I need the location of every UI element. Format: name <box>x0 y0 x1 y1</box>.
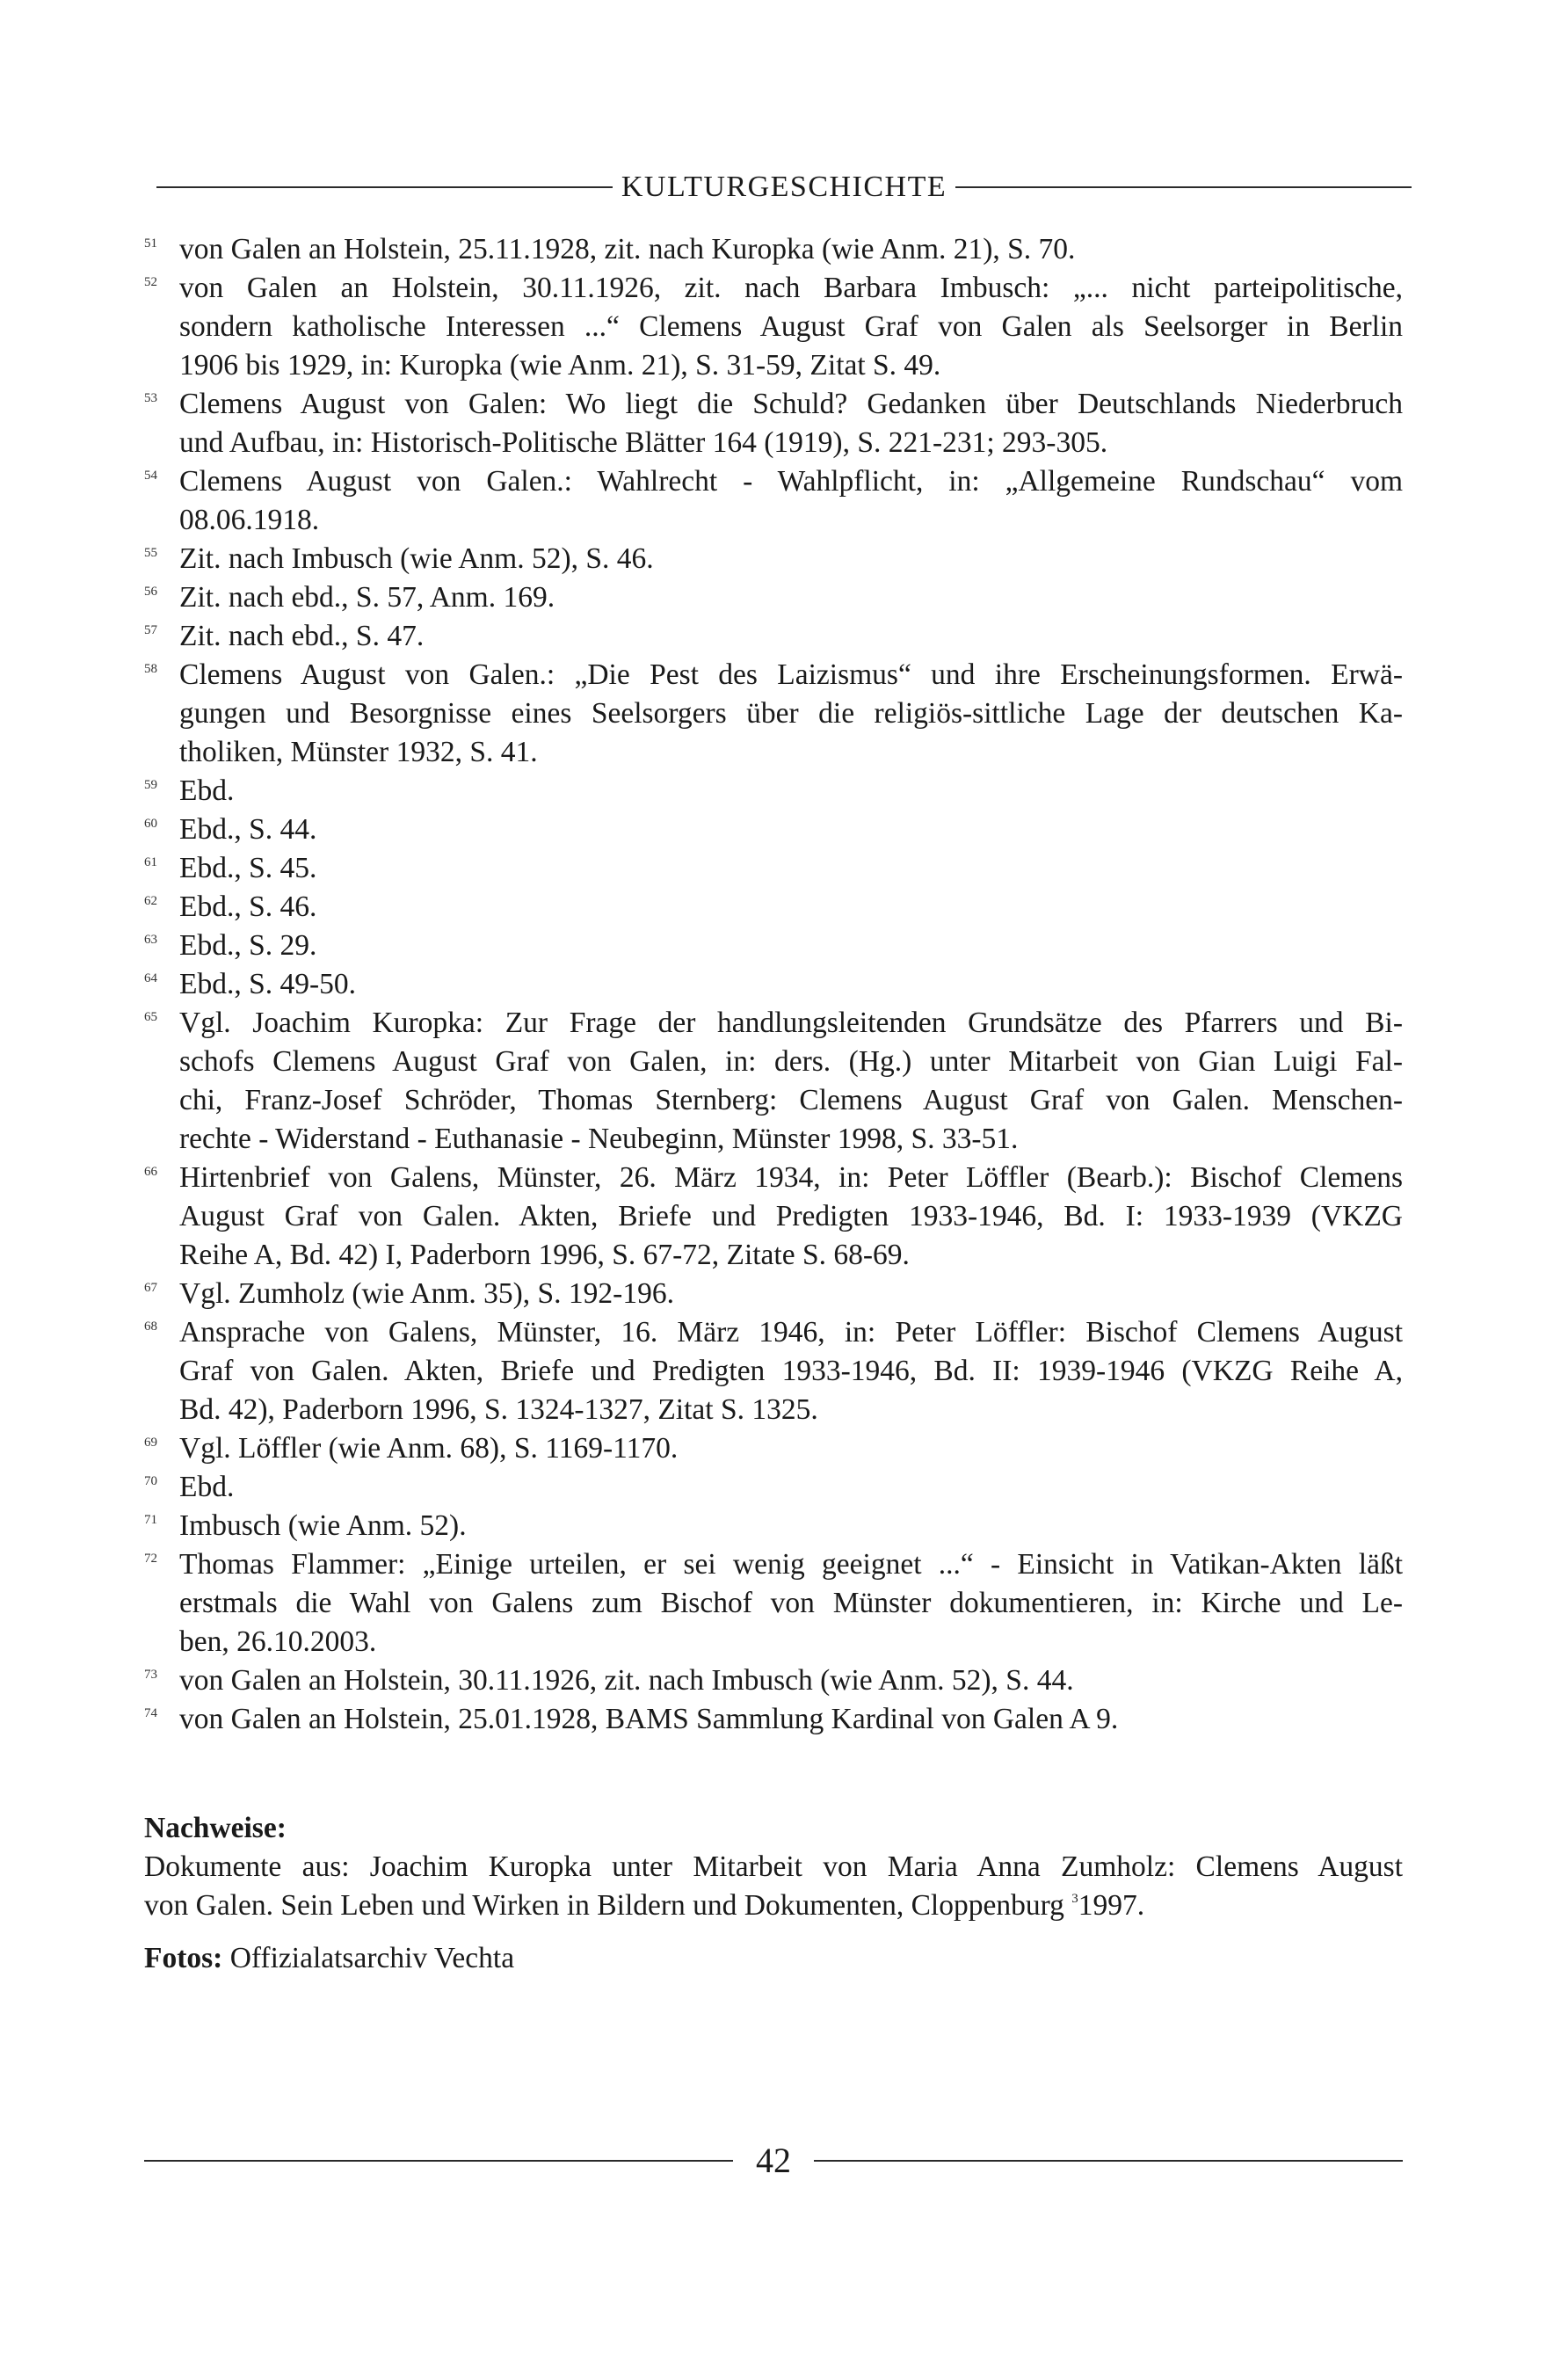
footnote-number: 66 <box>144 1165 157 1179</box>
footer-rule-right <box>814 2160 1403 2162</box>
footnote-line: chi, Franz-Josef Schröder, Thomas Sternberg: Clemens August Graf von Galen. Menschen- <box>179 1084 1403 1116</box>
credits-section <box>144 1809 1403 1978</box>
footnote <box>144 462 1403 540</box>
footnote-number: 69 <box>144 1436 157 1450</box>
footnote-line: Ebd. <box>179 1471 235 1503</box>
footnote-line: 08.06.1918. <box>179 504 320 536</box>
footnote-number: 72 <box>144 1552 157 1566</box>
footnote-line: Vgl. Löffler (wie Anm. 68), S. 1169-1170. <box>179 1432 679 1465</box>
page-footer <box>144 2143 1403 2178</box>
credits-line-2 <box>144 1887 1403 1925</box>
footnote-number: 65 <box>144 1010 157 1024</box>
footnote <box>144 1700 1403 1739</box>
footnote <box>144 1313 1403 1429</box>
footnote <box>144 1004 1403 1159</box>
footnote-line: Zit. nach ebd., S. 47. <box>179 620 425 652</box>
footnote-line: Ebd., S. 44. <box>179 813 317 846</box>
footnote-line: von Galen an Holstein, 25.01.1928, BAMS Sammlung Kardinal von Galen A 9. <box>179 1703 1119 1735</box>
section-title: KULTURGESCHICHTE <box>621 171 947 203</box>
footnote-line: Clemens August von Galen.: „Die Pest des Laizismus“ und ihre Erscheinungsformen. Erwä- <box>179 658 1403 691</box>
footnote-line: Hirtenbrief von Galens, Münster, 26. März 1934, in: Peter Löffler (Bearb.): Bischof Clemens <box>179 1161 1403 1194</box>
footnote-number: 55 <box>144 546 157 560</box>
footnote-line: Ansprache von Galens, Münster, 16. März 1946, in: Peter Löffler: Bischof Clemens August <box>179 1316 1403 1349</box>
footnote-line: Ebd., S. 45. <box>179 852 317 884</box>
footnote-number: 60 <box>144 817 157 831</box>
footnote-line: 1906 bis 1929, in: Kuropka (wie Anm. 21), S. 31-59, Zitat S. 49. <box>179 349 941 382</box>
footnote <box>144 1661 1403 1700</box>
footnote <box>144 1275 1403 1313</box>
footnote-line: Ebd. <box>179 774 235 807</box>
footnote-number: 53 <box>144 391 157 405</box>
footnotes-list <box>144 230 1403 1739</box>
footnote-line: schofs Clemens August Graf von Galen, in: ders. (Hg.) unter Mitarbeit von Gian Luigi Fal- <box>179 1045 1403 1078</box>
footnote <box>144 927 1403 965</box>
footnote-number: 74 <box>144 1706 157 1720</box>
footnote-number: 52 <box>144 275 157 289</box>
footnote-line: tholiken, Münster 1932, S. 41. <box>179 736 538 768</box>
footnote-number: 73 <box>144 1668 157 1682</box>
footnote <box>144 965 1403 1004</box>
footnote <box>144 617 1403 656</box>
footnote-number: 61 <box>144 855 157 869</box>
page-number: 42 <box>756 2141 791 2180</box>
footnote <box>144 385 1403 462</box>
header-rule-left <box>156 186 613 188</box>
footnote-line: Thomas Flammer: „Einige urteilen, er sei wenig geeignet ...“ - Einsicht in Vatikan-Akten läßt <box>179 1548 1403 1581</box>
footnote-number: 67 <box>144 1281 157 1295</box>
footnote-number: 62 <box>144 894 157 908</box>
footnote-line: Vgl. Joachim Kuropka: Zur Frage der handlungsleitenden Grundsätze des Pfarrers und Bi- <box>179 1007 1403 1039</box>
footnote <box>144 656 1403 772</box>
footnote-line: erstmals die Wahl von Galens zum Bischof von Münster dokumentieren, in: Kirche und Le- <box>179 1587 1403 1619</box>
footnote-number: 64 <box>144 971 157 985</box>
credits-year: 1997. <box>1078 1889 1145 1922</box>
footnote-line: rechte - Widerstand - Euthanasie - Neubeginn, Münster 1998, S. 33-51. <box>179 1123 1019 1155</box>
footnote-line: Imbusch (wie Anm. 52). <box>179 1509 467 1542</box>
footnote-number: 71 <box>144 1513 157 1527</box>
edition-superscript: 3 <box>1071 1892 1078 1906</box>
footnote <box>144 772 1403 811</box>
footnote-number: 68 <box>144 1319 157 1334</box>
footnote-line: Bd. 42), Paderborn 1996, S. 1324-1327, Zitat S. 1325. <box>179 1393 818 1426</box>
footnote-number: 58 <box>144 662 157 676</box>
footnote-number: 59 <box>144 778 157 792</box>
footnote <box>144 1429 1403 1468</box>
footnote-number: 57 <box>144 623 157 637</box>
footnote-line: und Aufbau, in: Historisch-Politische Blätter 164 (1919), S. 221-231; 293-305. <box>179 426 1108 459</box>
footnote-line: Clemens August von Galen.: Wahlrecht - Wahlpflicht, in: „Allgemeine Rundschau“ vom <box>179 465 1403 498</box>
credits-line-1: Dokumente aus: Joachim Kuropka unter Mitarbeit von Maria Anna Zumholz: Clemens August <box>144 1850 1403 1883</box>
footnote-number: 51 <box>144 236 157 251</box>
footnote-line: Ebd., S. 46. <box>179 891 317 923</box>
footnote-line: Reihe A, Bd. 42) I, Paderborn 1996, S. 67-72, Zitate S. 68-69. <box>179 1239 910 1271</box>
footnote <box>144 811 1403 849</box>
footnote-line: Zit. nach Imbusch (wie Anm. 52), S. 46. <box>179 542 654 575</box>
footnote <box>144 1507 1403 1545</box>
footnote <box>144 269 1403 385</box>
footnote-number: 70 <box>144 1474 157 1488</box>
footnote-number: 63 <box>144 933 157 947</box>
footnote-line: von Galen an Holstein, 25.11.1928, zit. nach Kuropka (wie Anm. 21), S. 70. <box>179 233 1076 265</box>
footnote <box>144 230 1403 269</box>
photo-credits-label: Fotos: <box>144 1942 223 1974</box>
footnote <box>144 1159 1403 1275</box>
footnote <box>144 1545 1403 1661</box>
footnote-number: 54 <box>144 469 157 483</box>
header-rule-right <box>955 186 1412 188</box>
footnote-line: Graf von Galen. Akten, Briefe und Predigten 1933-1946, Bd. II: 1939-1946 (VKZG Reihe A, <box>179 1355 1403 1387</box>
footnote-line: Vgl. Zumholz (wie Anm. 35), S. 192-196. <box>179 1277 674 1310</box>
footnote <box>144 578 1403 617</box>
photo-credits-value: Offizialatsarchiv Vechta <box>229 1942 515 1974</box>
footnote-line: Clemens August von Galen: Wo liegt die Schuld? Gedanken über Deutschlands Niederbruch <box>179 388 1403 420</box>
footnote-line: von Galen an Holstein, 30.11.1926, zit. nach Barbara Imbusch: „... nicht parteipolitische, <box>179 272 1403 304</box>
credits-line-2-text: von Galen. Sein Leben und Wirken in Bildern und Dokumenten, Cloppenburg <box>144 1889 1064 1922</box>
footnote <box>144 540 1403 578</box>
running-header <box>156 172 1412 202</box>
credits-heading: Nachweise: <box>144 1812 287 1844</box>
footnote-line: ben, 26.10.2003. <box>179 1625 377 1658</box>
footnote-number: 56 <box>144 585 157 599</box>
footnote <box>144 849 1403 888</box>
footnote-line: August Graf von Galen. Akten, Briefe und Predigten 1933-1946, Bd. I: 1933-1939 (VKZG <box>179 1200 1403 1232</box>
footnote-line: Zit. nach ebd., S. 57, Anm. 169. <box>179 581 555 614</box>
footnote <box>144 1468 1403 1507</box>
footnote-line: sondern katholische Interessen ...“ Clemens August Graf von Galen als Seelsorger in Berlin <box>179 310 1403 343</box>
footnote-line: Ebd., S. 29. <box>179 929 317 962</box>
footer-rule-left <box>144 2160 733 2162</box>
footnote-line: von Galen an Holstein, 30.11.1926, zit. nach Imbusch (wie Anm. 52), S. 44. <box>179 1664 1074 1697</box>
footnote <box>144 888 1403 927</box>
photo-credits <box>144 1939 1403 1978</box>
footnote-line: gungen und Besorgnisse eines Seelsorgers über die religiös-sittliche Lage der deutschen Ka- <box>179 697 1403 730</box>
footnote-line: Ebd., S. 49-50. <box>179 968 356 1000</box>
